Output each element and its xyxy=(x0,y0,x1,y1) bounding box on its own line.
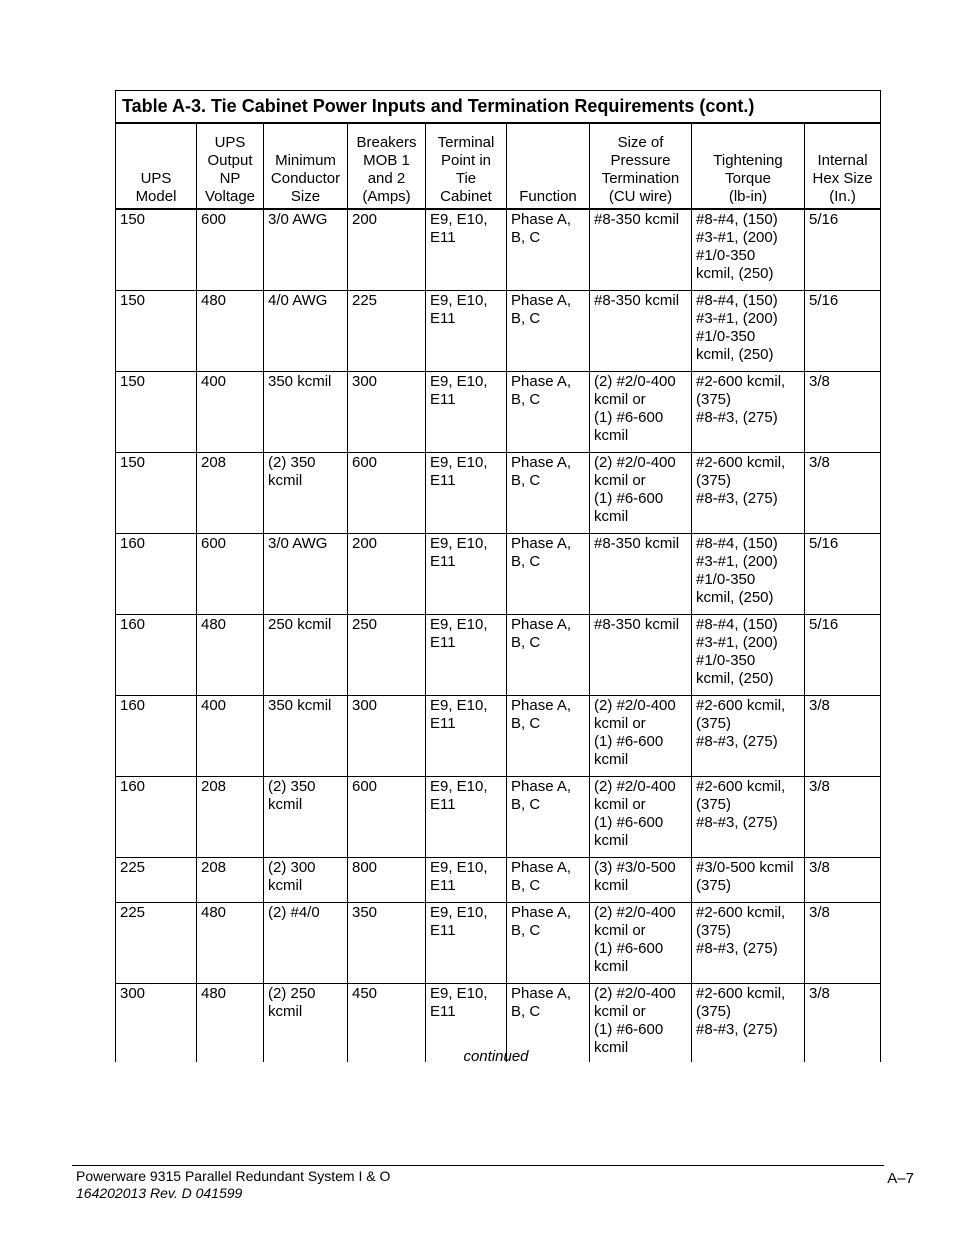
column-header: Minimum Conductor Size xyxy=(264,123,348,209)
table-cell: #8-#4, (150) #3-#1, (200) #1/0-350 kcmil, (250) xyxy=(692,209,805,291)
table-cell: E9, E10, E11 xyxy=(426,858,507,903)
footer-title: Powerware 9315 Parallel Redundant System I & O xyxy=(76,1168,391,1184)
table-body xyxy=(116,209,881,1062)
table-container xyxy=(115,90,880,1062)
table-cell: 300 xyxy=(348,372,426,453)
table-cell: (2) #2/0-400 kcmil or (1) #6-600 kcmil xyxy=(590,453,692,534)
table-cell: 3/8 xyxy=(805,696,881,777)
column-header: UPS Model xyxy=(116,123,197,209)
table-cell: E9, E10, E11 xyxy=(426,903,507,984)
table-cell: (2) 350 kcmil xyxy=(264,453,348,534)
table-cell: E9, E10, E11 xyxy=(426,534,507,615)
table-header-row xyxy=(116,123,881,209)
table-row xyxy=(116,696,881,777)
table-cell: #8-#4, (150) #3-#1, (200) #1/0-350 kcmil, (250) xyxy=(692,615,805,696)
table-cell: 400 xyxy=(197,372,264,453)
table-cell: 480 xyxy=(197,291,264,372)
table-cell: Phase A, B, C xyxy=(507,372,590,453)
table-cell: (2) #2/0-400 kcmil or (1) #6-600 kcmil xyxy=(590,903,692,984)
table-cell: 225 xyxy=(116,903,197,984)
table-cell: 800 xyxy=(348,858,426,903)
table-cell: E9, E10, E11 xyxy=(426,209,507,291)
table-cell: Phase A, B, C xyxy=(507,777,590,858)
table-cell: (2) #2/0-400 kcmil or (1) #6-600 kcmil xyxy=(590,696,692,777)
table-cell: (2) 250 kcmil xyxy=(264,984,348,1063)
table-cell: #8-#4, (150) #3-#1, (200) #1/0-350 kcmil, (250) xyxy=(692,291,805,372)
page-number: A–7 xyxy=(887,1170,914,1187)
table-row xyxy=(116,534,881,615)
table-cell: 150 xyxy=(116,372,197,453)
footer-left xyxy=(76,1168,390,1202)
column-header: UPS Output NP Voltage xyxy=(197,123,264,209)
table-cell: #2-600 kcmil, (375) #8-#3, (275) xyxy=(692,372,805,453)
table-cell: 3/8 xyxy=(805,453,881,534)
table-row xyxy=(116,372,881,453)
table-cell: #2-600 kcmil, (375) #8-#3, (275) xyxy=(692,777,805,858)
table-cell: #2-600 kcmil, (375) #8-#3, (275) xyxy=(692,903,805,984)
table-title: Table A-3. Tie Cabinet Power Inputs and Termination Requirements (cont.) xyxy=(116,91,881,124)
table-cell: 3/8 xyxy=(805,372,881,453)
table-cell: 600 xyxy=(348,777,426,858)
table-cell: 350 kcmil xyxy=(264,372,348,453)
column-header: Terminal Point in Tie Cabinet xyxy=(426,123,507,209)
continued-note: continued xyxy=(463,1048,529,1065)
table-cell: (2) #4/0 xyxy=(264,903,348,984)
table-cell: Phase A, B, C xyxy=(507,984,590,1063)
table-cell: 3/8 xyxy=(805,858,881,903)
table-row xyxy=(116,903,881,984)
table-cell: #2-600 kcmil, (375) #8-#3, (275) xyxy=(692,984,805,1063)
table-cell: Phase A, B, C xyxy=(507,453,590,534)
table-cell: 150 xyxy=(116,453,197,534)
table-row xyxy=(116,777,881,858)
table-cell: Phase A, B, C xyxy=(507,209,590,291)
table-cell: 208 xyxy=(197,453,264,534)
table-cell: Phase A, B, C xyxy=(507,291,590,372)
table-cell: E9, E10, E11 xyxy=(426,453,507,534)
table-cell: #2-600 kcmil, (375) #8-#3, (275) xyxy=(692,453,805,534)
table-cell: 4/0 AWG xyxy=(264,291,348,372)
table-cell: E9, E10, E11 xyxy=(426,291,507,372)
table-cell: 208 xyxy=(197,777,264,858)
table-cell: (3) #3/0-500 kcmil xyxy=(590,858,692,903)
table-cell: #2-600 kcmil, (375) #8-#3, (275) xyxy=(692,696,805,777)
table-cell: #8-350 kcmil xyxy=(590,291,692,372)
table-cell: 300 xyxy=(116,984,197,1063)
table-cell: (2) 350 kcmil xyxy=(264,777,348,858)
footer-divider xyxy=(72,1165,884,1166)
table-row xyxy=(116,453,881,534)
table-cell: 3/8 xyxy=(805,777,881,858)
table-cell: Phase A, B, C xyxy=(507,534,590,615)
table-cell: 150 xyxy=(116,209,197,291)
table-cell: (2) #2/0-400 kcmil or (1) #6-600 kcmil xyxy=(590,984,692,1063)
footer-doc-number: 164202013 Rev. D 041599 xyxy=(76,1185,243,1201)
table-row xyxy=(116,209,881,291)
table-cell: #8-350 kcmil xyxy=(590,209,692,291)
table-row xyxy=(116,291,881,372)
table-cell: (2) 300 kcmil xyxy=(264,858,348,903)
table-cell: E9, E10, E11 xyxy=(426,615,507,696)
column-header: Internal Hex Size (In.) xyxy=(805,123,881,209)
table-cell: Phase A, B, C xyxy=(507,615,590,696)
column-header: Tightening Torque (lb-in) xyxy=(692,123,805,209)
table-row xyxy=(116,858,881,903)
table-cell: E9, E10, E11 xyxy=(426,984,507,1063)
table-cell: (2) #2/0-400 kcmil or (1) #6-600 kcmil xyxy=(590,372,692,453)
table-cell: 5/16 xyxy=(805,615,881,696)
table-cell: #8-350 kcmil xyxy=(590,534,692,615)
table-cell: 3/0 AWG xyxy=(264,209,348,291)
table-cell: 600 xyxy=(348,453,426,534)
table-cell: 5/16 xyxy=(805,534,881,615)
table-cell: 600 xyxy=(197,534,264,615)
table-cell: 5/16 xyxy=(805,209,881,291)
table-cell: #3/0-500 kcmil (375) xyxy=(692,858,805,903)
table-cell: 250 kcmil xyxy=(264,615,348,696)
table-cell: 225 xyxy=(348,291,426,372)
column-header: Size of Pressure Termination (CU wire) xyxy=(590,123,692,209)
table-cell: E9, E10, E11 xyxy=(426,696,507,777)
column-header: Breakers MOB 1 and 2 (Amps) xyxy=(348,123,426,209)
table-cell: 3/8 xyxy=(805,984,881,1063)
column-header: Function xyxy=(507,123,590,209)
table-cell: Phase A, B, C xyxy=(507,903,590,984)
table-cell: E9, E10, E11 xyxy=(426,777,507,858)
table-cell: E9, E10, E11 xyxy=(426,372,507,453)
table-cell: 480 xyxy=(197,984,264,1063)
table-cell: #8-#4, (150) #3-#1, (200) #1/0-350 kcmil, (250) xyxy=(692,534,805,615)
table-cell: 300 xyxy=(348,696,426,777)
table-cell: 5/16 xyxy=(805,291,881,372)
table-cell: 250 xyxy=(348,615,426,696)
table-cell: #8-350 kcmil xyxy=(590,615,692,696)
table-row xyxy=(116,615,881,696)
table-cell: 3/0 AWG xyxy=(264,534,348,615)
table-cell: (2) #2/0-400 kcmil or (1) #6-600 kcmil xyxy=(590,777,692,858)
table-cell: 225 xyxy=(116,858,197,903)
table-cell: Phase A, B, C xyxy=(507,858,590,903)
table-cell: 208 xyxy=(197,858,264,903)
table-cell: 200 xyxy=(348,534,426,615)
table-cell: 480 xyxy=(197,615,264,696)
table-cell: 400 xyxy=(197,696,264,777)
table-cell: 600 xyxy=(197,209,264,291)
table-cell: 160 xyxy=(116,696,197,777)
table-cell: 160 xyxy=(116,777,197,858)
table-cell: 150 xyxy=(116,291,197,372)
table-cell: 160 xyxy=(116,615,197,696)
table-cell: 200 xyxy=(348,209,426,291)
termination-requirements-table xyxy=(115,90,881,1062)
table-cell: 450 xyxy=(348,984,426,1063)
table-cell: Phase A, B, C xyxy=(507,696,590,777)
table-cell: 160 xyxy=(116,534,197,615)
table-cell: 3/8 xyxy=(805,903,881,984)
table-cell: 480 xyxy=(197,903,264,984)
table-cell: 350 xyxy=(348,903,426,984)
table-cell: 350 kcmil xyxy=(264,696,348,777)
